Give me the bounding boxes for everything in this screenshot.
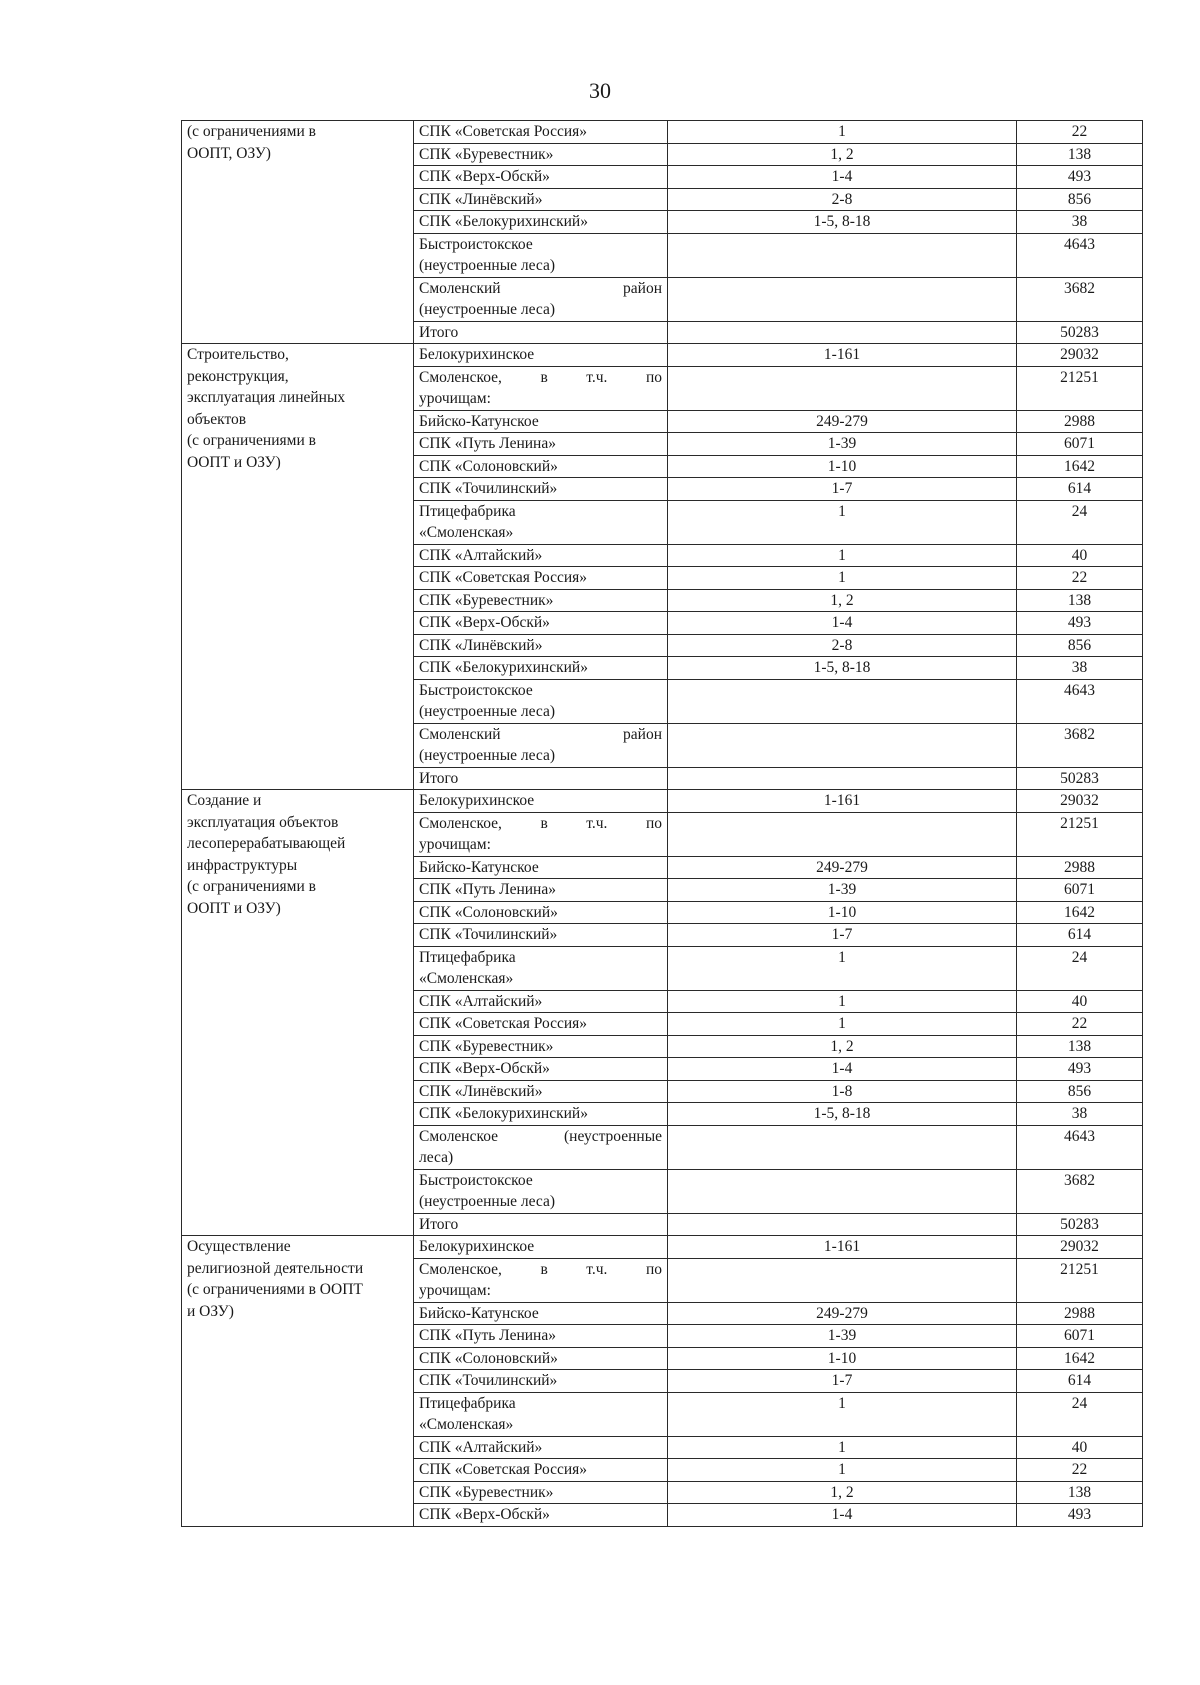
location-word: район [623,725,662,743]
area-cell: 493 [1017,166,1143,189]
purpose-line: (с ограничениями в [187,432,316,449]
table-body [182,121,1143,1527]
quarters-cell: 2-8 [668,188,1017,211]
quarters-cell: 1-5, 8-18 [668,657,1017,680]
quarters-cell: 1 [668,500,1017,544]
location-line: (неустроенные леса) [419,301,555,318]
quarters-cell: 1 [668,567,1017,590]
location-cell [414,277,668,321]
location-cell: Белокурихинское [414,790,668,813]
quarters-cell: 1 [668,1392,1017,1436]
area-cell: 38 [1017,1103,1143,1126]
location-justified-line [419,367,662,389]
location-cell [414,679,668,723]
location-cell: СПК «Верх-Обскй» [414,612,668,635]
area-cell: 138 [1017,1035,1143,1058]
purpose-line: и ОЗУ) [187,1302,234,1320]
location-line: Быстроистокское [419,1171,533,1189]
location-cell: СПК «Белокурихинский» [414,1103,668,1126]
location-cell: СПК «Советская Россия» [414,1013,668,1036]
location-cell: СПК «Буревестник» [414,143,668,166]
area-cell: 3682 [1017,723,1143,767]
quarters-cell: 1 [668,544,1017,567]
location-cell: СПК «Линёвский» [414,188,668,211]
quarters-cell [668,277,1017,321]
location-justified-line [419,1259,662,1281]
area-cell: 21251 [1017,812,1143,856]
area-cell: 1642 [1017,455,1143,478]
location-cell: СПК «Белокурихинский» [414,211,668,234]
location-cell: СПК «Точилинский» [414,924,668,947]
location-line: Птицефабрика [419,948,516,966]
location-cell: Бийско-Катунское [414,1302,668,1325]
purpose-cell [182,790,414,1236]
quarters-cell: 1, 2 [668,143,1017,166]
location-cell [414,812,668,856]
location-line: Птицефабрика [419,1394,516,1412]
area-cell: 6071 [1017,879,1143,902]
quarters-cell [668,1213,1017,1236]
area-cell: 29032 [1017,1236,1143,1259]
quarters-cell: 1 [668,1436,1017,1459]
quarters-cell: 1-39 [668,433,1017,456]
location-word: по [645,814,662,832]
quarters-cell [668,321,1017,344]
location-cell: СПК «Солоновский» [414,901,668,924]
quarters-cell: 1-4 [668,612,1017,635]
location-cell: Белокурихинское [414,1236,668,1259]
quarters-cell: 1-39 [668,1325,1017,1348]
location-word: Смоленский [419,279,501,297]
quarters-cell: 1-10 [668,901,1017,924]
location-cell [414,1169,668,1213]
quarters-cell: 1 [668,946,1017,990]
area-cell: 1642 [1017,1347,1143,1370]
area-cell: 38 [1017,211,1143,234]
area-cell: 614 [1017,924,1143,947]
area-cell: 138 [1017,589,1143,612]
location-word: по [645,1260,662,1278]
location-cell: СПК «Советская Россия» [414,567,668,590]
quarters-cell [668,366,1017,410]
area-cell: 856 [1017,1080,1143,1103]
location-cell: СПК «Линёвский» [414,1080,668,1103]
location-cell: СПК «Солоновский» [414,1347,668,1370]
purpose-line: религиозной деятельности [187,1259,364,1277]
area-cell: 40 [1017,990,1143,1013]
location-line: (неустроенные леса) [419,257,555,274]
area-cell: 24 [1017,500,1143,544]
quarters-cell [668,233,1017,277]
quarters-cell: 249-279 [668,856,1017,879]
table-row [182,1236,1143,1259]
page-number: 30 [589,78,611,103]
area-cell: 614 [1017,1370,1143,1393]
quarters-cell: 1-161 [668,344,1017,367]
location-word: Смоленское, [419,368,502,386]
area-cell: 4643 [1017,233,1143,277]
area-cell: 856 [1017,634,1143,657]
area-cell: 138 [1017,143,1143,166]
location-cell: СПК «Линёвский» [414,634,668,657]
quarters-cell: 1-8 [668,1080,1017,1103]
location-cell [414,1392,668,1436]
location-word: Смоленский [419,725,501,743]
location-line: урочищам: [419,1282,491,1299]
quarters-cell: 1-39 [668,879,1017,902]
purpose-line: эксплуатация объектов [187,813,339,831]
location-cell: Бийско-Катунское [414,410,668,433]
quarters-cell: 1 [668,121,1017,144]
area-cell: 2988 [1017,856,1143,879]
table-row [182,344,1143,367]
area-cell: 856 [1017,188,1143,211]
purpose-line: Создание и [187,792,262,809]
location-cell: СПК «Верх-Обскй» [414,166,668,189]
quarters-cell: 1-4 [668,1058,1017,1081]
area-cell: 4643 [1017,1125,1143,1169]
quarters-cell: 1-5, 8-18 [668,1103,1017,1126]
quarters-cell: 1, 2 [668,1481,1017,1504]
quarters-cell: 249-279 [668,410,1017,433]
location-cell [414,723,668,767]
location-word: т.ч. [586,814,608,832]
location-cell: СПК «Путь Ленина» [414,433,668,456]
location-cell: Итого [414,767,668,790]
quarters-cell: 1-10 [668,455,1017,478]
area-cell: 3682 [1017,1169,1143,1213]
location-word: в [540,1260,548,1278]
purpose-line: ООПТ и ОЗУ) [187,453,281,471]
location-cell: СПК «Алтайский» [414,990,668,1013]
purpose-line: (с ограничениями в ООПТ [187,1281,363,1298]
location-cell: СПК «Алтайский» [414,544,668,567]
purpose-line: Осуществление [187,1238,291,1255]
location-cell: СПК «Верх-Обскй» [414,1504,668,1527]
area-cell: 4643 [1017,679,1143,723]
area-cell: 493 [1017,612,1143,635]
location-line: Быстроистокское [419,235,533,253]
area-cell: 22 [1017,121,1143,144]
location-cell [414,500,668,544]
location-cell: СПК «Советская Россия» [414,1459,668,1482]
area-cell: 138 [1017,1481,1143,1504]
location-cell: СПК «Алтайский» [414,1436,668,1459]
location-cell [414,366,668,410]
location-cell: СПК «Буревестник» [414,1035,668,1058]
area-cell: 24 [1017,946,1143,990]
purpose-cell [182,121,414,344]
location-cell: Белокурихинское [414,344,668,367]
location-cell: СПК «Солоновский» [414,455,668,478]
location-line: урочищам: [419,836,491,853]
area-cell: 38 [1017,657,1143,680]
quarters-cell: 1-4 [668,1504,1017,1527]
purpose-line: ООПТ, ОЗУ) [187,144,271,162]
area-cell: 21251 [1017,1258,1143,1302]
location-justified-line [419,278,662,300]
location-justified-line [419,724,662,746]
quarters-cell [668,812,1017,856]
purpose-line: реконструкция, [187,367,289,385]
area-cell: 3682 [1017,277,1143,321]
area-cell: 614 [1017,478,1143,501]
quarters-cell: 1-161 [668,790,1017,813]
location-cell: СПК «Путь Ленина» [414,1325,668,1348]
purpose-line: инфраструктуры [187,856,298,874]
location-line: «Смоленская» [419,970,514,987]
quarters-cell: 1, 2 [668,1035,1017,1058]
quarters-cell: 1 [668,1013,1017,1036]
location-line: (неустроенные леса) [419,703,555,720]
purpose-line: (с ограничениями в [187,123,316,140]
location-line: Быстроистокское [419,681,533,699]
location-line: леса) [419,1149,454,1166]
location-word: Смоленское [419,1127,499,1145]
location-cell [414,946,668,990]
quarters-cell: 1-5, 8-18 [668,211,1017,234]
quarters-cell: 1-7 [668,924,1017,947]
location-word: т.ч. [586,368,608,386]
quarters-cell: 1-7 [668,1370,1017,1393]
location-cell: СПК «Буревестник» [414,589,668,612]
quarters-cell: 1 [668,990,1017,1013]
location-word: по [645,368,662,386]
location-cell [414,233,668,277]
area-cell: 40 [1017,544,1143,567]
quarters-cell: 1, 2 [668,589,1017,612]
area-cell: 24 [1017,1392,1143,1436]
location-justified-line [419,1126,662,1148]
area-cell: 50283 [1017,767,1143,790]
location-line: (неустроенные леса) [419,1193,555,1210]
area-cell: 22 [1017,1013,1143,1036]
area-cell: 2988 [1017,1302,1143,1325]
area-cell: 22 [1017,567,1143,590]
purpose-line: (с ограничениями в [187,878,316,895]
location-cell: СПК «Верх-Обскй» [414,1058,668,1081]
forest-use-table [181,120,1143,1527]
area-cell: 50283 [1017,321,1143,344]
area-cell: 29032 [1017,344,1143,367]
quarters-cell: 1 [668,1459,1017,1482]
location-word: Смоленское, [419,814,502,832]
location-line: «Смоленская» [419,524,514,541]
location-word: в [540,814,548,832]
area-cell: 1642 [1017,901,1143,924]
area-cell: 29032 [1017,790,1143,813]
location-cell: СПК «Точилинский» [414,478,668,501]
purpose-cell [182,344,414,790]
quarters-cell [668,1125,1017,1169]
location-line: урочищам: [419,390,491,407]
quarters-cell: 1-4 [668,166,1017,189]
area-cell: 6071 [1017,1325,1143,1348]
purpose-line: Строительство, [187,346,289,363]
quarters-cell: 2-8 [668,634,1017,657]
purpose-line: лесоперерабатывающей [187,835,346,852]
location-cell: СПК «Советская Россия» [414,121,668,144]
purpose-cell [182,1236,414,1527]
location-cell: СПК «Путь Ленина» [414,879,668,902]
purpose-line: ООПТ и ОЗУ) [187,899,281,917]
area-cell: 493 [1017,1504,1143,1527]
quarters-cell [668,723,1017,767]
area-cell: 2988 [1017,410,1143,433]
location-line: «Смоленская» [419,1416,514,1433]
purpose-line: эксплуатация линейных [187,389,346,406]
location-justified-line [419,813,662,835]
location-cell: СПК «Белокурихинский» [414,657,668,680]
area-cell: 6071 [1017,433,1143,456]
location-cell: СПК «Точилинский» [414,1370,668,1393]
area-cell: 21251 [1017,366,1143,410]
location-cell: Итого [414,1213,668,1236]
quarters-cell [668,1169,1017,1213]
location-cell: Бийско-Катунское [414,856,668,879]
quarters-cell [668,1258,1017,1302]
quarters-cell [668,767,1017,790]
location-cell: СПК «Буревестник» [414,1481,668,1504]
location-line: Птицефабрика [419,502,516,520]
location-word: Смоленское, [419,1260,502,1278]
location-word: (неустроенные [564,1127,662,1145]
location-cell [414,1258,668,1302]
area-cell: 22 [1017,1459,1143,1482]
quarters-cell: 1-7 [668,478,1017,501]
area-cell: 40 [1017,1436,1143,1459]
purpose-line: объектов [187,410,247,428]
quarters-cell: 1-161 [668,1236,1017,1259]
location-word: т.ч. [586,1260,608,1278]
location-line: (неустроенные леса) [419,747,555,764]
table-row [182,790,1143,813]
area-cell: 50283 [1017,1213,1143,1236]
location-word: в [540,368,548,386]
quarters-cell: 1-10 [668,1347,1017,1370]
location-cell [414,1125,668,1169]
location-cell: Итого [414,321,668,344]
quarters-cell [668,679,1017,723]
location-word: район [623,279,662,297]
table-row [182,121,1143,144]
quarters-cell: 249-279 [668,1302,1017,1325]
area-cell: 493 [1017,1058,1143,1081]
